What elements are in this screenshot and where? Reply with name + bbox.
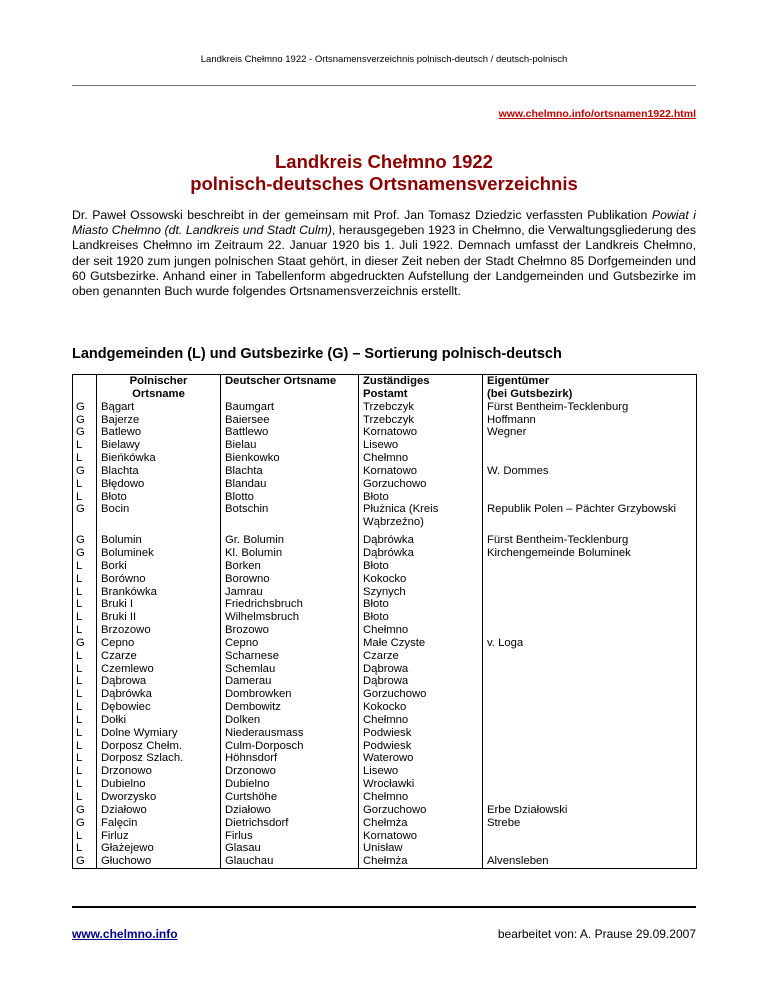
polish-name-cell: Dorposz Szlach. — [97, 752, 221, 765]
type-cell: L — [73, 624, 97, 637]
table-row — [73, 401, 697, 414]
owner-cell — [483, 675, 697, 688]
intro-text-2: , herausgegeben 1923 in Chełmno, die Verwaltungsgliederung des Landkreises Chełmno im Zeitraum 22. Januar 1920 bis 1. Juli 1922. Demnach umfasst der Landkreis Chełmno, der seit 1920 zum jungen polnischen Staat gehört, in dieser Zeit neben der Stadt Chełmno 85 Dorfgemeinden und 60 Gutsbezirke. Anhand einer in Tabellenform abgedruckten Aufstellung der Landgemeinden und Gutsbezirke im oben genannten Buch wurde folgendes Ortsnamensverzeichnis erstellt. — [72, 223, 696, 299]
place-names-table — [72, 374, 697, 869]
german-name-cell: Bienkowko — [221, 452, 359, 465]
type-cell: G — [73, 401, 97, 414]
type-cell: L — [73, 573, 97, 586]
type-cell: G — [73, 547, 97, 560]
german-name-cell: Damerau — [221, 675, 359, 688]
type-cell: G — [73, 804, 97, 817]
table-body — [73, 401, 697, 869]
post-office-cell: Czarze — [359, 650, 483, 663]
german-name-cell: Höhnsdorf — [221, 752, 359, 765]
type-cell: L — [73, 586, 97, 599]
polish-name-cell: Dolne Wymiary — [97, 727, 221, 740]
owner-cell — [483, 560, 697, 573]
german-name-cell: Dombrowken — [221, 688, 359, 701]
intro-paragraph — [72, 208, 696, 299]
polish-name-cell: Błędowo — [97, 478, 221, 491]
polish-name-cell: Brankówka — [97, 586, 221, 599]
polish-name-cell: Falęcin — [97, 817, 221, 830]
owner-cell: Republik Polen – Pächter Grzybowski — [483, 503, 697, 529]
owner-cell — [483, 598, 697, 611]
owner-cell — [483, 714, 697, 727]
polish-name-cell: Brzozowo — [97, 624, 221, 637]
german-name-cell: Niederausmass — [221, 727, 359, 740]
type-cell: L — [73, 842, 97, 855]
post-office-cell: Dąbrowa — [359, 663, 483, 676]
type-cell: L — [73, 439, 97, 452]
title-line-1: Landkreis Chełmno 1922 — [275, 151, 493, 172]
table-row — [73, 701, 697, 714]
owner-cell — [483, 573, 697, 586]
running-header: Landkreis Chełmno 1922 - Ortsnamensverzeichnis polnisch-deutsch / deutsch-polnisch — [200, 54, 568, 65]
table-row — [73, 830, 697, 843]
header-owner — [483, 375, 697, 401]
header-post-office — [359, 375, 483, 401]
table-row — [73, 534, 697, 547]
owner-cell — [483, 778, 697, 791]
intro-book-title: Powiat i Miasto Chełmno (dt. Landkreis und Stadt Culm) — [72, 208, 696, 238]
table-row — [73, 663, 697, 676]
table-row — [73, 817, 697, 830]
polish-name-cell: Dąbrówka — [97, 688, 221, 701]
table-row — [73, 688, 697, 701]
type-cell: G — [73, 426, 97, 439]
header-type — [73, 375, 97, 401]
type-cell: L — [73, 740, 97, 753]
polish-name-cell: Blachta — [97, 465, 221, 478]
post-office-cell: Małe Czyste — [359, 637, 483, 650]
polish-name-cell: Głażejewo — [97, 842, 221, 855]
german-name-cell: Botschin — [221, 503, 359, 529]
footer-url-link[interactable]: www.chelmno.info — [72, 927, 178, 941]
table-row — [73, 573, 697, 586]
polish-name-cell: Cepno — [97, 637, 221, 650]
owner-cell: Erbe Działowski — [483, 804, 697, 817]
polish-name-cell: Borówno — [97, 573, 221, 586]
owner-cell — [483, 752, 697, 765]
table-row — [73, 804, 697, 817]
owner-cell — [483, 765, 697, 778]
post-office-cell: Kornatowo — [359, 426, 483, 439]
german-name-cell: Curtshöhe — [221, 791, 359, 804]
header-owner-line2: (bei Gutsbezirk) — [487, 387, 573, 400]
table-row — [73, 624, 697, 637]
table-row — [73, 675, 697, 688]
table-row — [73, 727, 697, 740]
post-office-cell: Kokocko — [359, 701, 483, 714]
post-office-cell: Chełmno — [359, 452, 483, 465]
post-office-cell: Płużnica (Kreis Wąbrzeźno) — [359, 503, 483, 529]
owner-cell: Strebe — [483, 817, 697, 830]
table-row — [73, 426, 697, 439]
german-name-cell: Brozowo — [221, 624, 359, 637]
header-post-line2: Postamt — [363, 387, 408, 400]
table-header-row — [73, 375, 697, 401]
owner-cell — [483, 663, 697, 676]
type-cell: L — [73, 491, 97, 504]
post-office-cell: Lisewo — [359, 765, 483, 778]
table-row — [73, 842, 697, 855]
post-office-cell: Trzebczyk — [359, 401, 483, 414]
post-office-cell: Błoto — [359, 611, 483, 624]
type-cell: G — [73, 503, 97, 529]
german-name-cell: Scharnese — [221, 650, 359, 663]
polish-name-cell: Bruki I — [97, 598, 221, 611]
owner-cell — [483, 586, 697, 599]
owner-cell — [483, 842, 697, 855]
table-row — [73, 740, 697, 753]
german-name-cell: Borowno — [221, 573, 359, 586]
type-cell: L — [73, 752, 97, 765]
polish-name-cell: Bruki II — [97, 611, 221, 624]
polish-name-cell: Boluminek — [97, 547, 221, 560]
owner-cell — [483, 688, 697, 701]
header-divider — [72, 85, 696, 86]
table-row — [73, 765, 697, 778]
post-office-cell: Dąbrówka — [359, 547, 483, 560]
german-name-cell: Firlus — [221, 830, 359, 843]
table-row — [73, 598, 697, 611]
polish-name-cell: Drzonowo — [97, 765, 221, 778]
header-url-link[interactable]: www.chelmno.info/ortsnamen1922.html — [498, 108, 696, 120]
header-post-line1: Zuständiges — [363, 375, 430, 387]
polish-name-cell: Czemlewo — [97, 663, 221, 676]
german-name-cell: Jamrau — [221, 586, 359, 599]
header-polish-name — [97, 375, 221, 401]
german-name-cell: Culm-Dorposch — [221, 740, 359, 753]
german-name-cell: Drzonowo — [221, 765, 359, 778]
german-name-cell: Baumgart — [221, 401, 359, 414]
type-cell: L — [73, 727, 97, 740]
owner-cell — [483, 439, 697, 452]
polish-name-cell: Bocin — [97, 503, 221, 529]
header-german-name: Deutscher Ortsname — [221, 375, 359, 401]
type-cell: L — [73, 765, 97, 778]
table-row — [73, 752, 697, 765]
post-office-cell: Gorzuchowo — [359, 804, 483, 817]
polish-name-cell: Głuchowo — [97, 855, 221, 868]
footer-edited-by: bearbeitet von: A. Prause 29.09.2007 — [497, 927, 696, 941]
table-row — [73, 714, 697, 727]
polish-name-cell: Borki — [97, 560, 221, 573]
owner-cell: Wegner — [483, 426, 697, 439]
german-name-cell: Glauchau — [221, 855, 359, 868]
owner-cell — [483, 830, 697, 843]
post-office-cell: Gorzuchowo — [359, 688, 483, 701]
type-cell: L — [73, 650, 97, 663]
german-name-cell: Wilhelmsbruch — [221, 611, 359, 624]
german-name-cell: Baiersee — [221, 414, 359, 427]
owner-cell — [483, 491, 697, 504]
post-office-cell: Kokocko — [359, 573, 483, 586]
polish-name-cell: Dorposz Chełm. — [97, 740, 221, 753]
polish-name-cell: Błoto — [97, 491, 221, 504]
table-row — [73, 855, 697, 868]
post-office-cell: Szynych — [359, 586, 483, 599]
owner-cell — [483, 478, 697, 491]
owner-cell — [483, 452, 697, 465]
type-cell: G — [73, 637, 97, 650]
type-cell: G — [73, 855, 97, 868]
german-name-cell: Gr. Bolumin — [221, 534, 359, 547]
german-name-cell: Bielau — [221, 439, 359, 452]
type-cell: G — [73, 465, 97, 478]
owner-cell: Hoffmann — [483, 414, 697, 427]
owner-cell: W. Dommes — [483, 465, 697, 478]
post-office-cell: Chełmno — [359, 791, 483, 804]
post-office-cell: Błoto — [359, 491, 483, 504]
table-row — [73, 611, 697, 624]
type-cell: L — [73, 478, 97, 491]
german-name-cell: Działowo — [221, 804, 359, 817]
owner-cell — [483, 740, 697, 753]
german-name-cell: Kl. Bolumin — [221, 547, 359, 560]
german-name-cell: Schemlau — [221, 663, 359, 676]
owner-cell — [483, 624, 697, 637]
polish-name-cell: Dąbrowa — [97, 675, 221, 688]
type-cell: L — [73, 688, 97, 701]
post-office-cell: Podwiesk — [359, 740, 483, 753]
polish-name-cell: Dubielno — [97, 778, 221, 791]
post-office-cell: Chełmża — [359, 855, 483, 868]
footer-divider — [72, 906, 696, 908]
polish-name-cell: Dworzysko — [97, 791, 221, 804]
german-name-cell: Dolken — [221, 714, 359, 727]
post-office-cell: Kornatowo — [359, 830, 483, 843]
table-row — [73, 478, 697, 491]
post-office-cell: Dąbrowa — [359, 675, 483, 688]
german-name-cell: Blotto — [221, 491, 359, 504]
german-name-cell: Blandau — [221, 478, 359, 491]
polish-name-cell: Dołki — [97, 714, 221, 727]
header-owner-line1: Eigentümer — [487, 375, 550, 387]
document-title — [72, 151, 696, 195]
type-cell: L — [73, 452, 97, 465]
post-office-cell: Dąbrówka — [359, 534, 483, 547]
german-name-cell: Battlewo — [221, 426, 359, 439]
owner-cell: Fürst Bentheim-Tecklenburg — [483, 401, 697, 414]
table-row — [73, 452, 697, 465]
post-office-cell: Podwiesk — [359, 727, 483, 740]
owner-cell — [483, 650, 697, 663]
post-office-cell: Błoto — [359, 598, 483, 611]
table-row — [73, 439, 697, 452]
table-row — [73, 503, 697, 529]
german-name-cell: Borken — [221, 560, 359, 573]
post-office-cell: Błoto — [359, 560, 483, 573]
polish-name-cell: Dębowiec — [97, 701, 221, 714]
table-row — [73, 414, 697, 427]
german-name-cell: Dietrichsdorf — [221, 817, 359, 830]
polish-name-cell: Bągart — [97, 401, 221, 414]
table-row — [73, 586, 697, 599]
polish-name-cell: Bajerze — [97, 414, 221, 427]
type-cell: L — [73, 663, 97, 676]
type-cell: G — [73, 534, 97, 547]
type-cell: G — [73, 817, 97, 830]
type-cell: L — [73, 560, 97, 573]
post-office-cell: Chełmno — [359, 624, 483, 637]
post-office-cell: Unisław — [359, 842, 483, 855]
owner-cell: Fürst Bentheim-Tecklenburg — [483, 534, 697, 547]
type-cell: L — [73, 611, 97, 624]
table-row — [73, 637, 697, 650]
table-row — [73, 547, 697, 560]
german-name-cell: Dembowitz — [221, 701, 359, 714]
intro-text-1: Dr. Paweł Ossowski beschreibt in der gemeinsam mit Prof. Jan Tomasz Dziedzic verfassten Publikation — [72, 208, 652, 222]
post-office-cell: Wrocławki — [359, 778, 483, 791]
owner-cell — [483, 791, 697, 804]
title-line-2: polnisch-deutsches Ortsnamensverzeichnis — [190, 173, 578, 194]
post-office-cell: Chełmża — [359, 817, 483, 830]
post-office-cell: Gorzuchowo — [359, 478, 483, 491]
polish-name-cell: Bielawy — [97, 439, 221, 452]
post-office-cell: Trzebczyk — [359, 414, 483, 427]
german-name-cell: Dubielno — [221, 778, 359, 791]
polish-name-cell: Czarze — [97, 650, 221, 663]
type-cell: L — [73, 778, 97, 791]
owner-cell: Alvensleben — [483, 855, 697, 868]
type-cell: G — [73, 414, 97, 427]
header-polish-line1: Polnischer — [129, 375, 188, 387]
owner-cell — [483, 701, 697, 714]
polish-name-cell: Bieńkówka — [97, 452, 221, 465]
post-office-cell: Lisewo — [359, 439, 483, 452]
header-polish-line2: Ortsname — [132, 387, 185, 400]
section-heading: Landgemeinden (L) und Gutsbezirke (G) – Sortierung polnisch-deutsch — [72, 346, 562, 362]
table-row — [73, 650, 697, 663]
table-row — [73, 778, 697, 791]
polish-name-cell: Działowo — [97, 804, 221, 817]
post-office-cell: Kornatowo — [359, 465, 483, 478]
type-cell: L — [73, 701, 97, 714]
post-office-cell: Waterowo — [359, 752, 483, 765]
german-name-cell: Blachta — [221, 465, 359, 478]
owner-cell — [483, 611, 697, 624]
type-cell: L — [73, 830, 97, 843]
table-row — [73, 465, 697, 478]
owner-cell: Kirchengemeinde Boluminek — [483, 547, 697, 560]
owner-cell — [483, 727, 697, 740]
type-cell: L — [73, 598, 97, 611]
table-row — [73, 491, 697, 504]
german-name-cell: Friedrichsbruch — [221, 598, 359, 611]
post-office-cell: Chełmno — [359, 714, 483, 727]
table-row — [73, 791, 697, 804]
polish-name-cell: Firluz — [97, 830, 221, 843]
polish-name-cell: Bolumin — [97, 534, 221, 547]
german-name-cell: Glasau — [221, 842, 359, 855]
german-name-cell: Cepno — [221, 637, 359, 650]
type-cell: L — [73, 675, 97, 688]
table-row — [73, 560, 697, 573]
owner-cell: v. Loga — [483, 637, 697, 650]
polish-name-cell: Batlewo — [97, 426, 221, 439]
type-cell: L — [73, 791, 97, 804]
type-cell: L — [73, 714, 97, 727]
